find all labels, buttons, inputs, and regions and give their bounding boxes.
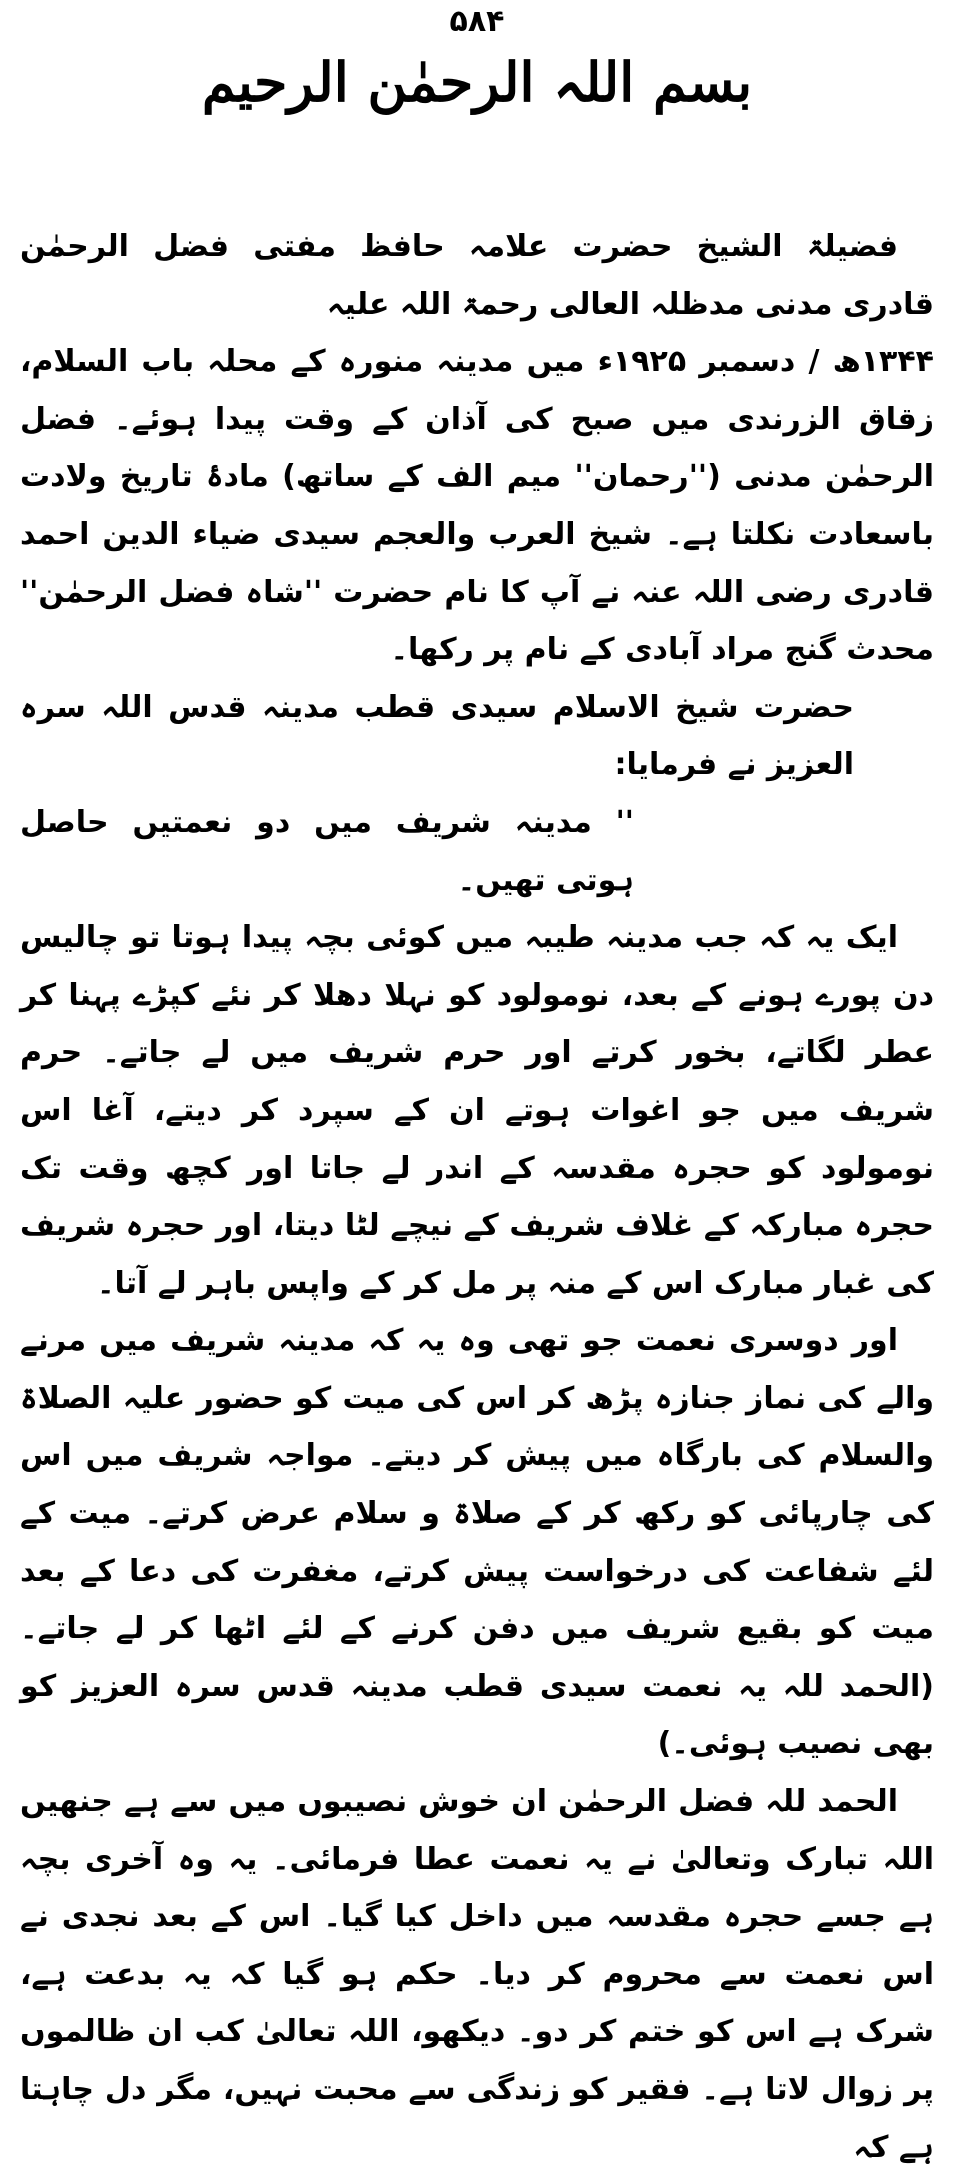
document-body xyxy=(20,218,934,2176)
closing-paragraph: الحمد للہ فضل الرحمٰن ان خوش نصیبوں میں سے ہے جنھیں اللہ تبارک وتعالیٰ نے یہ نعمت عطا فرمائی۔ یہ وہ آخری بچہ ہے جسے حجرہ مقدسہ میں داخل کیا گیا۔ اس کے بعد نجدی نے اس نعمت سے محروم کر دیا۔ حکم ہو گیا کہ یہ بدعت ہے، شرک ہے اس کو ختم کر دو۔ دیکھو، اللہ تعالیٰ کب ان ظالموں پر زوال لاتا ہے۔ فقیر کو زندگی سے محبت نہیں، مگر دل چاہتا ہے کہ xyxy=(20,1784,934,2165)
second-blessing-paragraph: اور دوسری نعمت جو تھی وہ یہ کہ مدینہ شریف میں مرنے والے کی نماز جنازہ پڑھ کر اس کی میت کو حضور علیہ الصلاۃ والسلام کی بارگاہ میں پیش کر دیتے۔ مواجہ شریف میں اس کی چارپائی کو رکھ کر کے صلاۃ و سلام عرض کرتے۔ میت کے لئے شفاعت کی درخواست پیش کرتے، مغفرت کی دعا کے بعد میت کو بقیع شریف میں دفن کرنے کے لئے اٹھا کر لے جاتے۔ (الحمد للہ یہ نعمت سیدی قطب مدینہ قدس سرہ العزیز کو بھی نصیب ہوئی۔) xyxy=(20,1323,934,1762)
quote-opening-line: '' مدینہ شریف میں دو نعمتیں حاصل ہوتی تھیں۔ xyxy=(20,804,634,898)
birth-paragraph: ۱۳۴۴ھ / دسمبر ۱۹۲۵ء میں مدینہ منورہ کے محلہ باب السلام، زقاق الزرندی میں صبح کی آذان کے وقت پیدا ہوئے۔ فضل الرحمٰن مدنی (''رحمان'' میم الف کے ساتھ) مادۂ تاریخ ولادت باسعادت نکلتا ہے۔ شیخ العرب والعجم سیدی ضیاء الدین احمد قادری رضی اللہ عنہ نے آپ کا نام حضرت ''شاہ فضل الرحمٰن'' محدث گنج مراد آبادی کے نام پر رکھا۔ xyxy=(20,344,934,668)
bismillah-heading: بسم اللہ الرحمٰن الرحیم xyxy=(201,50,753,114)
first-blessing-paragraph: ایک یہ کہ جب مدینہ طیبہ میں کوئی بچہ پیدا ہوتا تو چالیس دن پورے ہونے کے بعد، نومولود کو نہلا دھلا کر نئے کپڑے پہنا کر عطر لگاتے، بخور کرتے اور حرم شریف میں لے جاتے۔ حرم شریف میں جو اغوات ہوتے ان کے سپرد کر دیتے، آغا اس نومولود کو حجرہ مقدسہ کے اندر لے جاتا اور کچھ وقت تک حجرہ مبارکہ کے غلاف شریف کے نیچے لٹا دیتا، اور حجرہ شریف کی غبار مبارک اس کے منہ پر مل کر کے واپس باہر لے آتا۔ xyxy=(20,920,934,1301)
author-title-line: فضیلۃ الشیخ حضرت علامہ حافظ مفتی فضل الرحمٰن قادری مدنی مدظلہ العالی رحمۃ اللہ علیہ xyxy=(20,229,934,322)
quote-intro-line: حضرت شیخ الاسلام سیدی قطب مدینہ قدس اللہ سرہ العزیز نے فرمایا: xyxy=(20,689,854,783)
page-number: ۵۸۴ xyxy=(449,4,505,39)
